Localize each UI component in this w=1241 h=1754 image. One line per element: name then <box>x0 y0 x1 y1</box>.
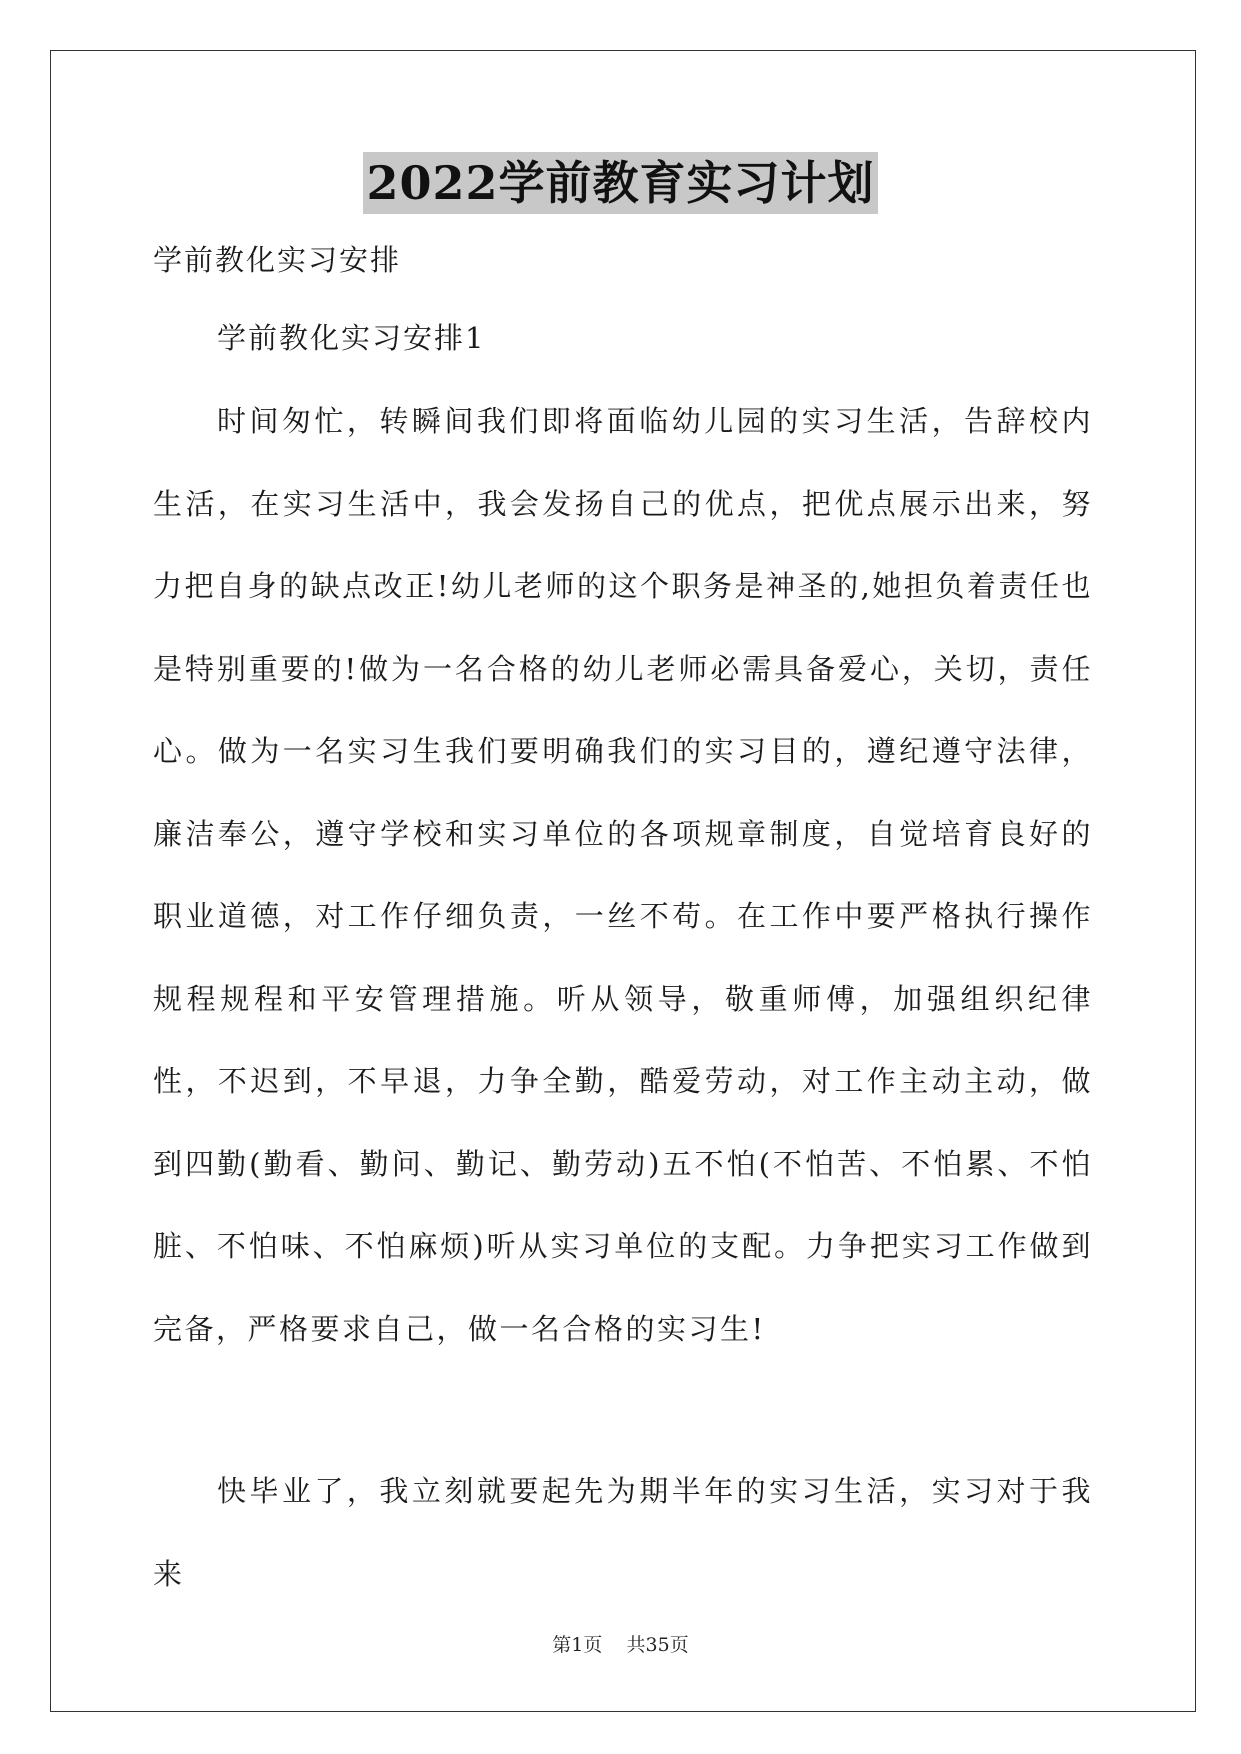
document-body <box>153 240 1093 1615</box>
body-paragraph-2: 快毕业了，我立刻就要起先为期半年的实习生活，实习对于我来 <box>153 1474 1093 1591</box>
footer-spacer <box>602 1634 626 1656</box>
title-container <box>0 152 1241 214</box>
section-heading: 学前教化实习安排 <box>153 243 402 277</box>
page-total: 共35页 <box>626 1634 689 1656</box>
section-sub-heading: 学前教化实习安排1 <box>217 321 486 355</box>
page-footer <box>0 1632 1241 1658</box>
document-title: 2022学前教育实习计划 <box>363 152 877 214</box>
body-paragraph-1: 时间匆忙，转瞬间我们即将面临幼儿园的实习生活，告辞校内生活，在实习生活中，我会发扬自己的优点，把优点展示出来，努力把自身的缺点改正!幼儿老师的这个职务是神圣的,她担负着责任也是特别重要的!做为一名合格的幼儿老师必需具备爱心，关切，责任心。做为一名实习生我们要明确我们的实习目的，遵纪遵守法律，廉洁奉公，遵守学校和实习单位的各项规章制度，自觉培育良好的职业道德，对工作仔细负责，一丝不苟。在工作中要严格执行操作规程规程和平安管理措施。听从领导，敬重师傅，加强组织纪律性，不迟到，不早退，力争全勤，酷爱劳动，对工作主动主动，做到四勤(勤看、勤问、勤记、勤劳动)五不怕(不怕苦、不怕累、不怕脏、不怕味、不怕麻烦)听从实习单位的支配。力争把实习工作做到完备，严格要求自己，做一名合格的实习生! <box>153 404 1093 1346</box>
page-number: 第1页 <box>552 1634 603 1656</box>
